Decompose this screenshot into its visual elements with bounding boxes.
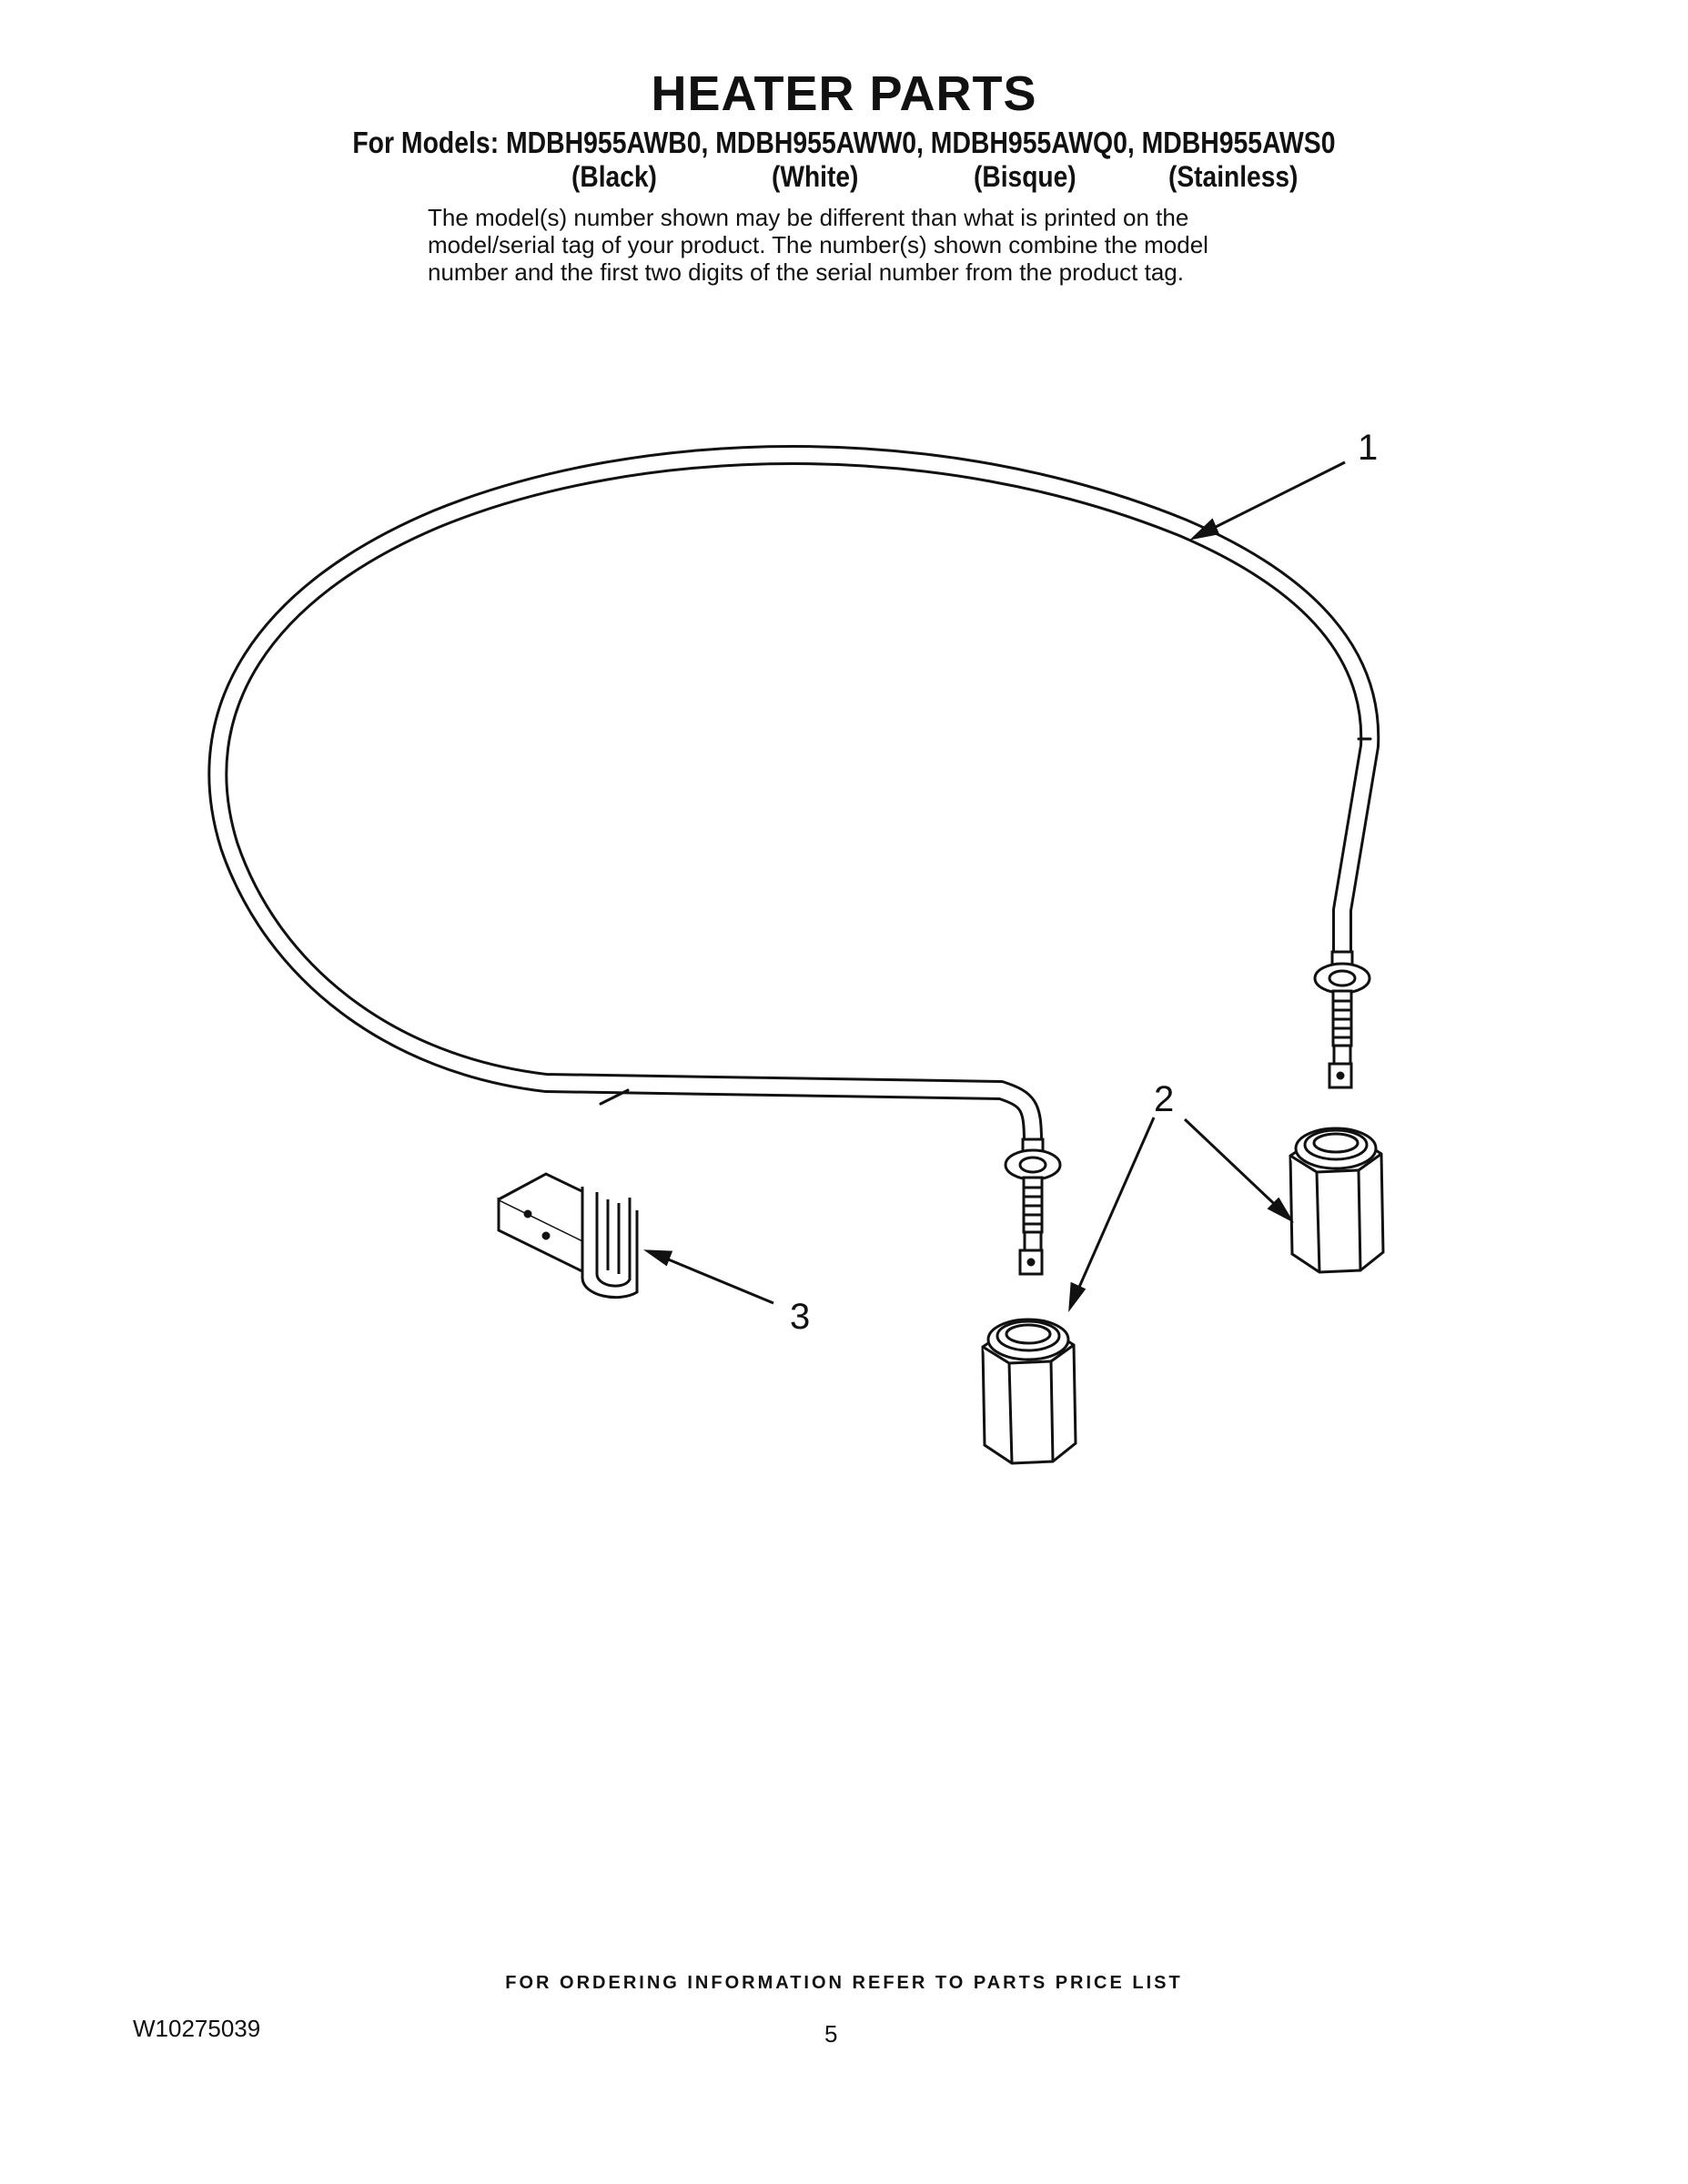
callout-1: 1: [1358, 428, 1379, 468]
ordering-info: FOR ORDERING INFORMATION REFER TO PARTS PRICE LIST: [505, 1973, 1183, 1993]
nut-left: [983, 1320, 1076, 1463]
color-label-white: (White): [772, 160, 859, 193]
note-line: The model(s) number shown may be different than what is printed on the: [428, 204, 1189, 231]
document-number: W10275039: [133, 2015, 261, 2042]
models-line: For Models: MDBH955AWB0, MDBH955AWW0, MDBH955AWQ0, MDBH955AWS0: [352, 126, 1336, 159]
page-title: HEATER PARTS: [651, 66, 1037, 121]
color-label-black: (Black): [571, 160, 657, 193]
leader-lines: [648, 462, 1345, 1308]
right-terminal: [1315, 952, 1370, 1087]
page-number: 5: [824, 2020, 838, 2048]
left-terminal: [1006, 1139, 1060, 1274]
nut-right: [1290, 1128, 1383, 1272]
note-line: model/serial tag of your product. The number(s) shown combine the model: [428, 231, 1208, 258]
heater-bracket: [499, 1174, 637, 1298]
color-label-stainless: (Stainless): [1168, 160, 1299, 193]
note-line: number and the first two digits of the serial number from the product tag.: [428, 258, 1184, 286]
color-label-bisque: (Bisque): [974, 160, 1076, 193]
callout-3: 3: [790, 1297, 811, 1337]
heater-element: [217, 455, 1370, 1142]
callout-2: 2: [1154, 1079, 1175, 1119]
